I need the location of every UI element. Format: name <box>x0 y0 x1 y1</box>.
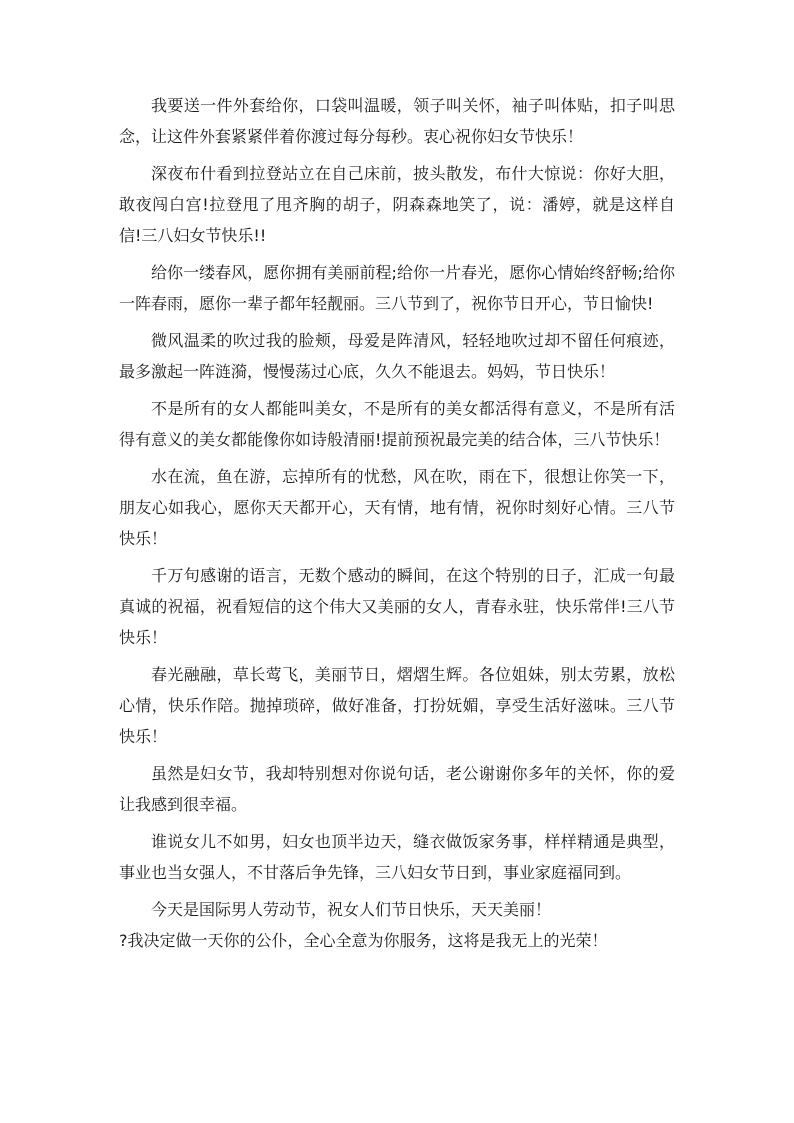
paragraph-7: 千万句感谢的语言，无数个感动的瞬间，在这个特别的日子，汇成一句最真诚的祝福，祝看短信的这个伟大又美丽的女人，青春永驻，快乐常伴!三八节快乐！ <box>119 566 675 647</box>
paragraph-3: 给你一缕春风，愿你拥有美丽前程;给你一片春光，愿你心情始终舒畅;给你一阵春雨，愿你一辈子都年轻靓丽。三八节到了，祝你节日开心，节日愉快! <box>119 263 675 313</box>
paragraph-1: 我要送一件外套给你，口袋叫温暖，领子叫关怀，袖子叫体贴，扣子叫思念，让这件外套紧紧伴着你渡过每分每秒。衷心祝你妇女节快乐！ <box>119 96 675 146</box>
paragraph-6: 水在流，鱼在游，忘掉所有的忧愁，风在吹，雨在下，很想让你笑一下，朋友心如我心，愿你天天都开心，天有情，地有情，祝你时刻好心情。三八节快乐！ <box>119 467 675 548</box>
paragraph-4: 微风温柔的吹过我的脸颊，母爱是阵清风，轻轻地吹过却不留任何痕迹，最多激起一阵涟漪，慢慢荡过心底，久久不能退去。妈妈，节日快乐！ <box>119 331 675 381</box>
document-body <box>119 90 675 956</box>
paragraph-2: 深夜布什看到拉登站立在自己床前，披头散发，布什大惊说：你好大胆，敢夜闯白宫!拉登甩了甩齐胸的胡子，阴森森地笑了，说：潘婷，就是这样自信!三八妇女节快乐!! <box>119 164 675 245</box>
paragraph-11-line-1: 今天是国际男人劳动节，祝女人们节日快乐，天天美丽！ <box>151 900 552 919</box>
paragraph-11-line-2: ?我决定做一天你的公仆，全心全意为你服务，这将是我无上的光荣！ <box>119 931 608 950</box>
paragraph-10: 谁说女儿不如男，妇女也顶半边天，缝衣做饭家务事，样样精通是典型，事业也当女强人，不甘落后争先锋，三八妇女节日到，事业家庭福同到。 <box>119 832 675 882</box>
paragraph-11 <box>119 894 675 956</box>
paragraph-9: 虽然是妇女节，我却特别想对你说句话，老公谢谢你多年的关怀，你的爱让我感到很幸福。 <box>119 764 675 814</box>
paragraph-8: 春光融融，草长莺飞，美丽节日，熠熠生辉。各位姐妹，别太劳累，放松心情，快乐作陪。抛掉琐碎，做好准备，打扮妩媚，享受生活好滋味。三八节快乐！ <box>119 665 675 746</box>
paragraph-5: 不是所有的女人都能叫美女，不是所有的美女都活得有意义，不是所有活得有意义的美女都能像你如诗般清丽!提前预祝最完美的结合体，三八节快乐！ <box>119 399 675 449</box>
